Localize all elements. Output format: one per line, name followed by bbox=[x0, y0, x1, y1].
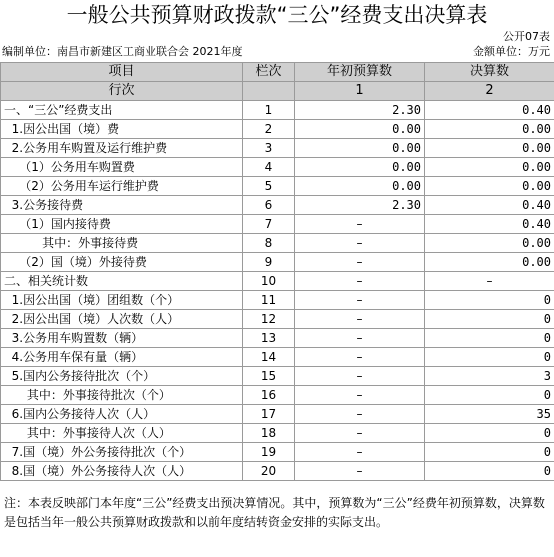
row-final-value: 0.40 bbox=[425, 101, 554, 120]
row-final-value: 35 bbox=[425, 405, 554, 424]
row-item-name: 3.公务接待费 bbox=[1, 196, 243, 215]
header-column: 栏次 bbox=[243, 63, 295, 82]
row-column-number: 14 bbox=[243, 348, 295, 367]
row-final-value: 0.00 bbox=[425, 120, 554, 139]
row-column-number: 17 bbox=[243, 405, 295, 424]
row-column-number: 12 bbox=[243, 310, 295, 329]
row-item-name: 二、相关统计数 bbox=[1, 272, 243, 291]
row-column-number: 18 bbox=[243, 424, 295, 443]
compiler-unit: 编制单位：南昌市新建区工商业联合会 bbox=[2, 45, 189, 58]
row-budget-value: 0.00 bbox=[295, 177, 425, 196]
table-row bbox=[1, 120, 554, 139]
row-final-value: 0 bbox=[425, 386, 554, 405]
row-final-value: 0 bbox=[425, 443, 554, 462]
row-final-value: 0 bbox=[425, 348, 554, 367]
row-final-value: 0 bbox=[425, 310, 554, 329]
row-budget-value: – bbox=[295, 462, 425, 481]
row-budget-value: – bbox=[295, 310, 425, 329]
row-label: 行次 bbox=[1, 82, 243, 101]
row-budget-value: – bbox=[295, 424, 425, 443]
row-item-name: （2）公务用车运行维护费 bbox=[1, 177, 243, 196]
table-row bbox=[1, 424, 554, 443]
table-row bbox=[1, 272, 554, 291]
table-row bbox=[1, 462, 554, 481]
row-column-number: 19 bbox=[243, 443, 295, 462]
amount-unit: 金额单位：万元 bbox=[473, 45, 550, 58]
row-item-name: 其中：外事接待人次（人） bbox=[1, 424, 243, 443]
row-column-number: 15 bbox=[243, 367, 295, 386]
row-column-number: 5 bbox=[243, 177, 295, 196]
row-column-number: 8 bbox=[243, 234, 295, 253]
form-number: 公开07表 bbox=[503, 30, 550, 43]
table-row bbox=[1, 158, 554, 177]
table-row bbox=[1, 139, 554, 158]
report-year: 2021年度 bbox=[192, 45, 243, 58]
row-budget-value: – bbox=[295, 215, 425, 234]
table-row bbox=[1, 386, 554, 405]
header-final: 决算数 bbox=[425, 63, 554, 82]
row-final-value: 0.00 bbox=[425, 158, 554, 177]
row-budget-value: – bbox=[295, 329, 425, 348]
row-item-name: （1）国内接待费 bbox=[1, 215, 243, 234]
row-item-name: （2）国（境）外接待费 bbox=[1, 253, 243, 272]
row-column-number: 7 bbox=[243, 215, 295, 234]
footnote: 注：本表反映部门本年度“三公”经费支出预决算情况。其中，预算数为“三公”经费年初预算数，决算数是包括当年一般公共预算财政拨款和以前年度结转资金安排的实际支出。 bbox=[4, 496, 545, 529]
table-row bbox=[1, 329, 554, 348]
row-budget-value: 0.00 bbox=[295, 158, 425, 177]
row-final-value: 0.00 bbox=[425, 139, 554, 158]
table-row bbox=[1, 234, 554, 253]
row-item-name: 8.国（境）外公务接待人次（人） bbox=[1, 462, 243, 481]
row-final-value: 0.00 bbox=[425, 234, 554, 253]
row-column-number: 10 bbox=[243, 272, 295, 291]
row-column-number: 9 bbox=[243, 253, 295, 272]
row-budget-value: – bbox=[295, 367, 425, 386]
compiler-info bbox=[2, 45, 243, 59]
table-row bbox=[1, 348, 554, 367]
header-budget: 年初预算数 bbox=[295, 63, 425, 82]
row-item-name: 其中：外事接待费 bbox=[1, 234, 243, 253]
row-budget-value: – bbox=[295, 291, 425, 310]
row-item-name: 1.因公出国（境）团组数（个） bbox=[1, 291, 243, 310]
row-final-value: 0 bbox=[425, 291, 554, 310]
row-item-name: 4.公务用车保有量（辆） bbox=[1, 348, 243, 367]
table-row bbox=[1, 310, 554, 329]
row-final-value: – bbox=[425, 272, 554, 291]
table-row bbox=[1, 291, 554, 310]
row-final-value: 0.40 bbox=[425, 196, 554, 215]
row-item-name: 2.公务用车购置及运行维护费 bbox=[1, 139, 243, 158]
report-title: 一般公共预算财政拨款“三公”经费支出决算表 bbox=[66, 3, 488, 27]
row-column-number: 6 bbox=[243, 196, 295, 215]
table-row bbox=[1, 405, 554, 424]
row-budget-value: – bbox=[295, 253, 425, 272]
header-row bbox=[1, 63, 554, 82]
row-item-name: （1）公务用车购置费 bbox=[1, 158, 243, 177]
row-column-number: 3 bbox=[243, 139, 295, 158]
table-row bbox=[1, 367, 554, 386]
row-budget-value: – bbox=[295, 405, 425, 424]
row-label-row bbox=[1, 82, 554, 101]
table-row bbox=[1, 177, 554, 196]
row-budget-value: 0.00 bbox=[295, 139, 425, 158]
row-column-number: 20 bbox=[243, 462, 295, 481]
row-column-number: 4 bbox=[243, 158, 295, 177]
row-budget-value: – bbox=[295, 272, 425, 291]
row-column-number: 1 bbox=[243, 101, 295, 120]
row-final-value: 0 bbox=[425, 424, 554, 443]
row-column-number: 16 bbox=[243, 386, 295, 405]
row-item-name: 1.因公出国（境）费 bbox=[1, 120, 243, 139]
header-item: 项目 bbox=[1, 63, 243, 82]
table-row bbox=[1, 443, 554, 462]
row-budget-value: – bbox=[295, 234, 425, 253]
row-item-name: 7.国（境）外公务接待批次（个） bbox=[1, 443, 243, 462]
row-item-name: 5.国内公务接待批次（个） bbox=[1, 367, 243, 386]
row-item-name: 6.国内公务接待人次（人） bbox=[1, 405, 243, 424]
row-item-name: 3.公务用车购置数（辆） bbox=[1, 329, 243, 348]
row-budget-value: 2.30 bbox=[295, 101, 425, 120]
expenditure-table bbox=[0, 62, 554, 481]
row-budget-value: – bbox=[295, 386, 425, 405]
row-final-value: 0 bbox=[425, 329, 554, 348]
row-final-value: 0.00 bbox=[425, 177, 554, 196]
row-budget-value: – bbox=[295, 443, 425, 462]
budget-column-index: 1 bbox=[295, 82, 425, 101]
row-item-name: 2.因公出国（境）人次数（人） bbox=[1, 310, 243, 329]
row-label-blank bbox=[243, 82, 295, 101]
row-item-name: 一、“三公”经费支出 bbox=[1, 101, 243, 120]
row-column-number: 2 bbox=[243, 120, 295, 139]
table-row bbox=[1, 253, 554, 272]
row-final-value: 3 bbox=[425, 367, 554, 386]
row-column-number: 11 bbox=[243, 291, 295, 310]
table-row bbox=[1, 215, 554, 234]
row-final-value: 0 bbox=[425, 462, 554, 481]
table-row bbox=[1, 101, 554, 120]
row-budget-value: 2.30 bbox=[295, 196, 425, 215]
row-budget-value: 0.00 bbox=[295, 120, 425, 139]
row-final-value: 0.40 bbox=[425, 215, 554, 234]
table-row bbox=[1, 196, 554, 215]
final-column-index: 2 bbox=[425, 82, 554, 101]
row-budget-value: – bbox=[295, 348, 425, 367]
row-item-name: 其中：外事接待批次（个） bbox=[1, 386, 243, 405]
row-final-value: 0.00 bbox=[425, 253, 554, 272]
row-column-number: 13 bbox=[243, 329, 295, 348]
